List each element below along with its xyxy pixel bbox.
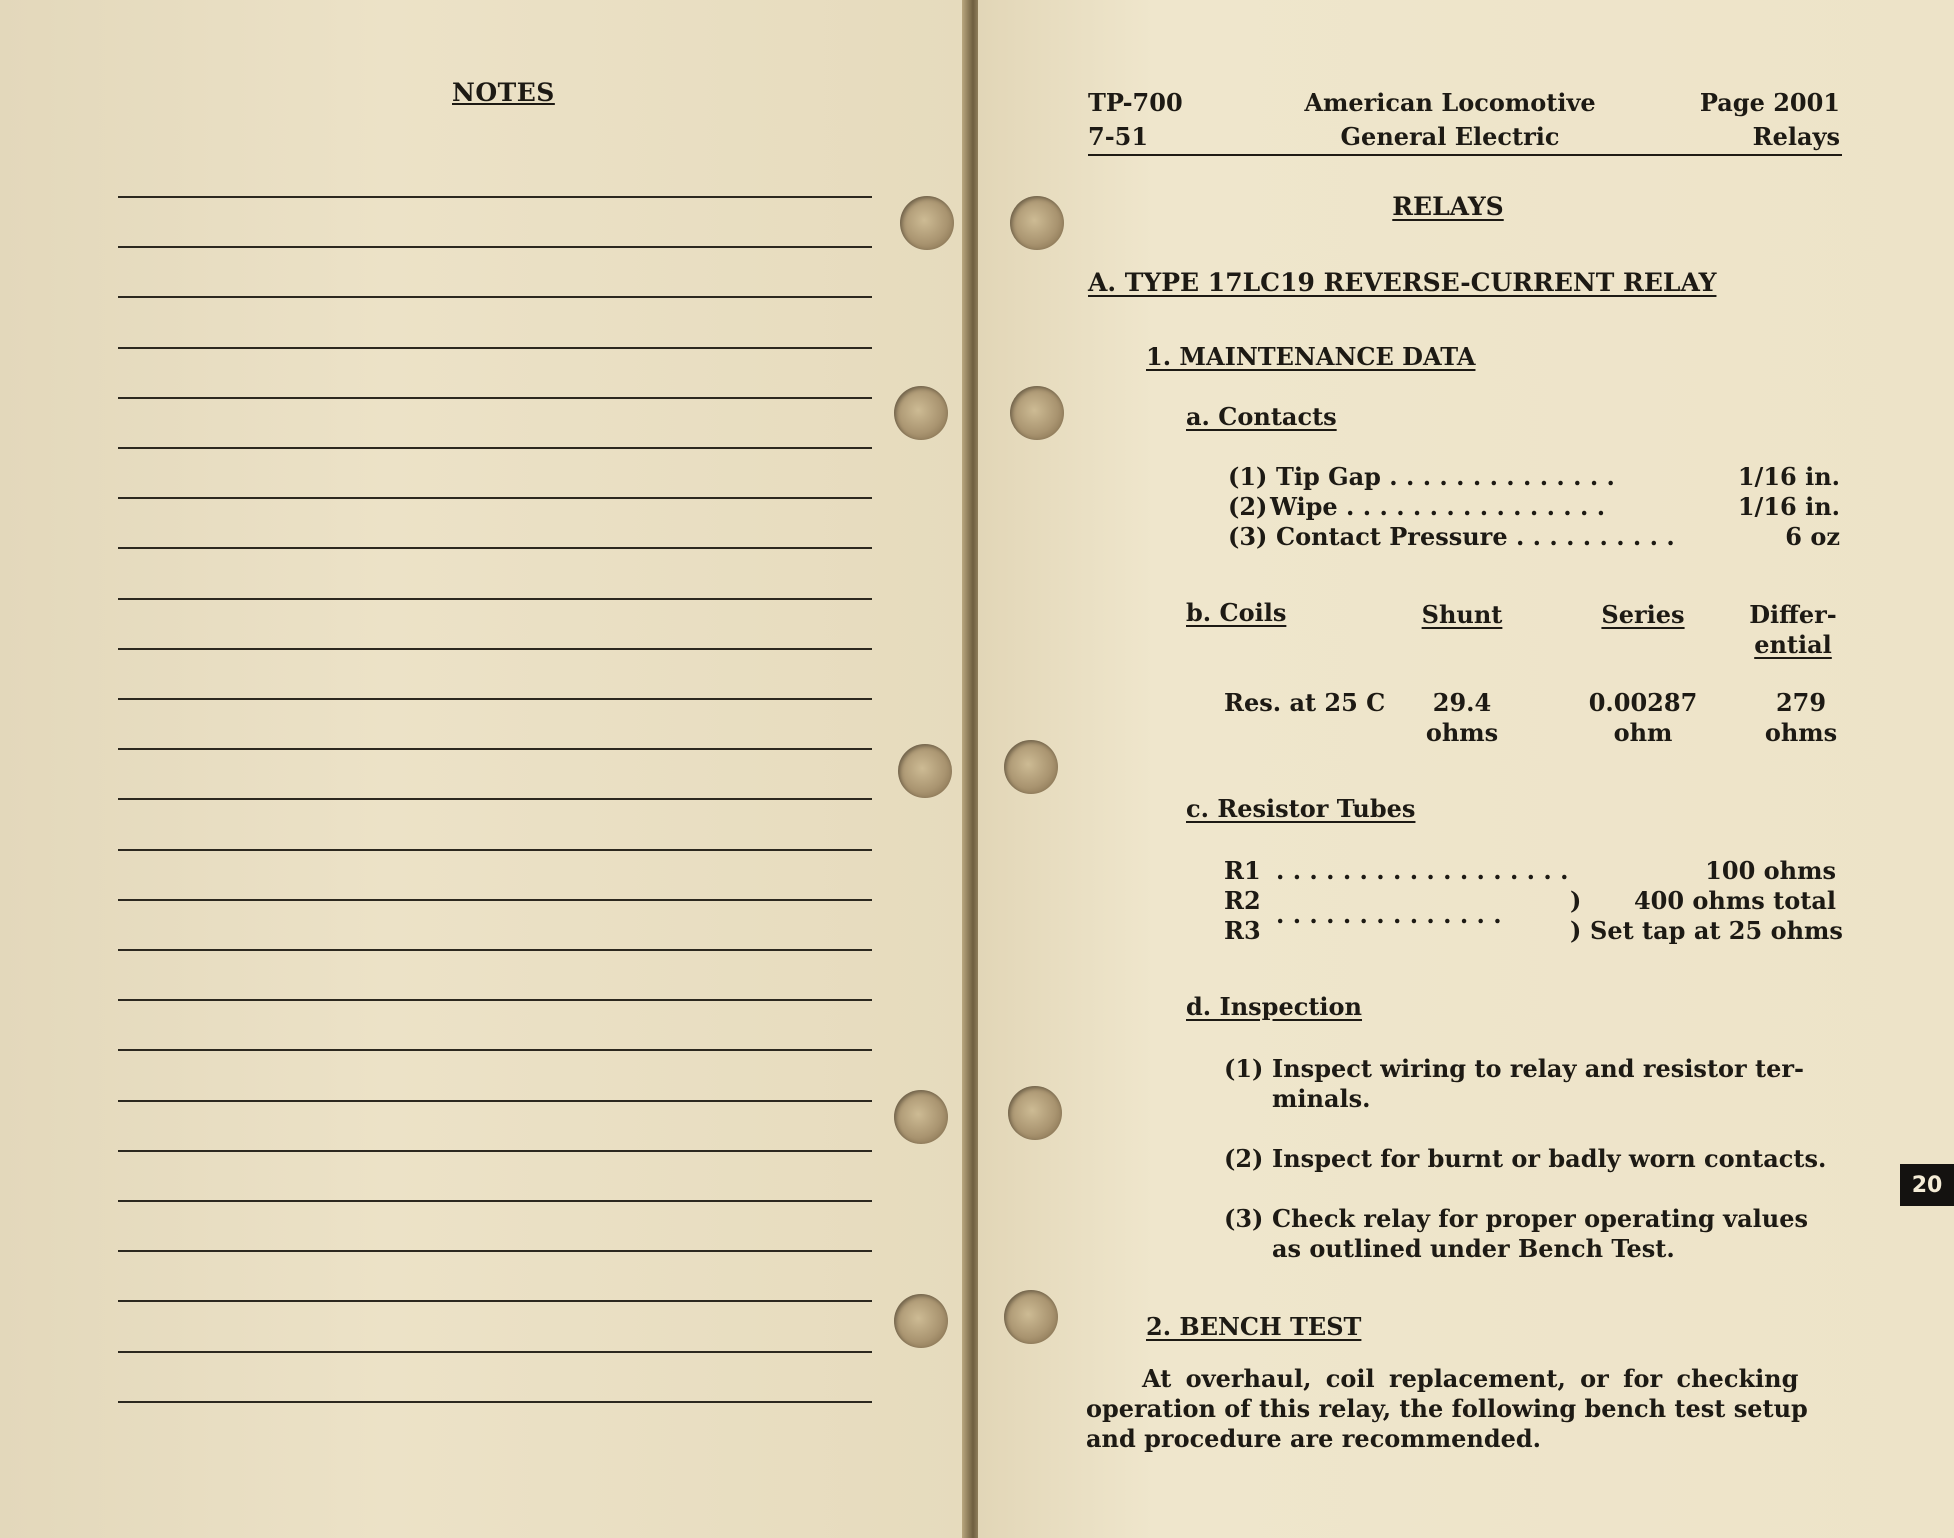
contact-item-3-label: Contact Pressure . . . . . . . . . . (1276, 522, 1675, 551)
notes-title: NOTES (452, 78, 555, 107)
section-tab: 20 (1900, 1164, 1954, 1206)
resistor-r1-dots: . . . . . . . . . . . . . . . . . . (1276, 856, 1569, 885)
inspection-item-2-line1: Inspect for burnt or badly worn contacts. (1272, 1144, 1827, 1173)
coils-series-unit: ohm (1613, 718, 1673, 747)
contact-item-1-value: 1/16 in. (1737, 462, 1840, 491)
resistor-r3-label: R3 (1224, 916, 1261, 945)
section-title: RELAYS (1392, 192, 1504, 221)
header-date: 7-51 (1088, 122, 1149, 151)
coils-col-diff-1: Differ- (1749, 600, 1837, 629)
note-line (118, 196, 872, 198)
resistor-r3-paren: ) (1570, 916, 1582, 945)
inspection-item-3-line1: Check relay for proper operating values (1272, 1204, 1809, 1233)
note-line (118, 1300, 872, 1302)
note-line (118, 347, 872, 349)
inspection-item-2-num: (2) (1224, 1144, 1264, 1173)
header-page-number: Page 2001 (1699, 88, 1840, 117)
note-line (118, 497, 872, 499)
contacts-heading: a. Contacts (1186, 402, 1337, 431)
note-line (118, 949, 872, 951)
resistor-r1-label: R1 (1224, 856, 1261, 885)
punch-hole-right-1 (1010, 196, 1064, 250)
coils-col-diff-2: ential (1754, 630, 1832, 659)
bench-test-line1: At overhaul, coil replacement, or for checking (1142, 1364, 1799, 1393)
coils-heading: b. Coils (1186, 598, 1287, 627)
header-company-line2: General Electric (1340, 122, 1560, 151)
note-line (118, 899, 872, 901)
coils-diff-value: 279 (1775, 688, 1827, 717)
inspection-item-1-line2: minals. (1272, 1084, 1371, 1113)
contact-item-3-value: 6 oz (1785, 522, 1840, 551)
inspection-heading: d. Inspection (1186, 992, 1363, 1021)
note-line (118, 1150, 872, 1152)
left-page (0, 0, 968, 1538)
resistor-r3-value: Set tap at 25 ohms (1590, 916, 1843, 945)
note-line (118, 1401, 872, 1403)
header-rule (1088, 154, 1842, 156)
contact-item-2-num: (2) (1228, 492, 1268, 521)
contact-item-2-value: 1/16 in. (1737, 492, 1840, 521)
note-line (118, 798, 872, 800)
coils-shunt-value: 29.4 (1432, 688, 1492, 717)
inspection-item-3-num: (3) (1224, 1204, 1264, 1233)
punch-hole-left-1 (900, 196, 954, 250)
resistor-r2-paren: ) (1570, 886, 1582, 915)
note-line (118, 1049, 872, 1051)
contact-item-3-num: (3) (1228, 522, 1268, 551)
punch-hole-right-4 (1008, 1086, 1062, 1140)
punch-hole-right-2 (1010, 386, 1064, 440)
subsection-a-title: A. TYPE 17LC19 REVERSE-CURRENT RELAY (1088, 268, 1717, 297)
coils-shunt-unit: ohms (1425, 718, 1499, 747)
contact-item-1-num: (1) (1228, 462, 1268, 491)
note-line (118, 1250, 872, 1252)
punch-hole-left-3 (898, 744, 952, 798)
punch-hole-right-5 (1004, 1290, 1058, 1344)
resistor-tubes-heading: c. Resistor Tubes (1186, 794, 1416, 823)
contact-item-1-label: Tip Gap . . . . . . . . . . . . . . (1276, 462, 1615, 491)
note-line (118, 648, 872, 650)
right-page (978, 0, 1954, 1538)
note-line (118, 397, 872, 399)
note-line (118, 748, 872, 750)
note-line (118, 246, 872, 248)
inspection-item-3-line2: as outlined under Bench Test. (1272, 1234, 1675, 1263)
header-section: Relays (1752, 122, 1840, 151)
inspection-item-1-num: (1) (1224, 1054, 1264, 1083)
coils-series-value: 0.00287 (1588, 688, 1698, 717)
coils-row-label: Res. at 25 C (1224, 688, 1386, 717)
note-line (118, 1100, 872, 1102)
resistor-r1-value: 100 ohms (1705, 856, 1836, 885)
coils-diff-unit: ohms (1764, 718, 1838, 747)
header-doc-number: TP-700 (1088, 88, 1183, 117)
inspection-item-1-line1: Inspect wiring to relay and resistor ter- (1272, 1054, 1804, 1083)
bench-test-heading: 2. BENCH TEST (1146, 1312, 1362, 1341)
note-line (118, 1351, 872, 1353)
note-line (118, 296, 872, 298)
resistor-r2-label: R2 (1224, 886, 1261, 915)
punch-hole-left-2 (894, 386, 948, 440)
coils-col-series: Series (1601, 600, 1685, 629)
note-line (118, 698, 872, 700)
bench-test-line3: and procedure are recommended. (1086, 1424, 1542, 1453)
header-page-block (1640, 86, 1840, 154)
maintenance-heading: 1. MAINTENANCE DATA (1146, 342, 1476, 371)
resistor-r2-dots: . . . . . . . . . . . . . . (1276, 900, 1502, 929)
bench-test-line2: operation of this relay, the following bench test setup (1086, 1394, 1808, 1423)
contact-item-2-label: Wipe . . . . . . . . . . . . . . . . (1270, 492, 1606, 521)
header-doc-block (1088, 86, 1183, 154)
note-line (118, 999, 872, 1001)
note-line (118, 447, 872, 449)
header-company-block (1280, 86, 1620, 154)
note-line (118, 547, 872, 549)
note-line (118, 1200, 872, 1202)
punch-hole-right-3 (1004, 740, 1058, 794)
punch-hole-left-5 (894, 1294, 948, 1348)
note-line (118, 849, 872, 851)
coils-col-shunt: Shunt (1421, 600, 1503, 629)
note-line (118, 598, 872, 600)
punch-hole-left-4 (894, 1090, 948, 1144)
resistor-r2-value: 400 ohms total (1633, 886, 1836, 915)
header-company-line1: American Locomotive (1304, 88, 1596, 117)
